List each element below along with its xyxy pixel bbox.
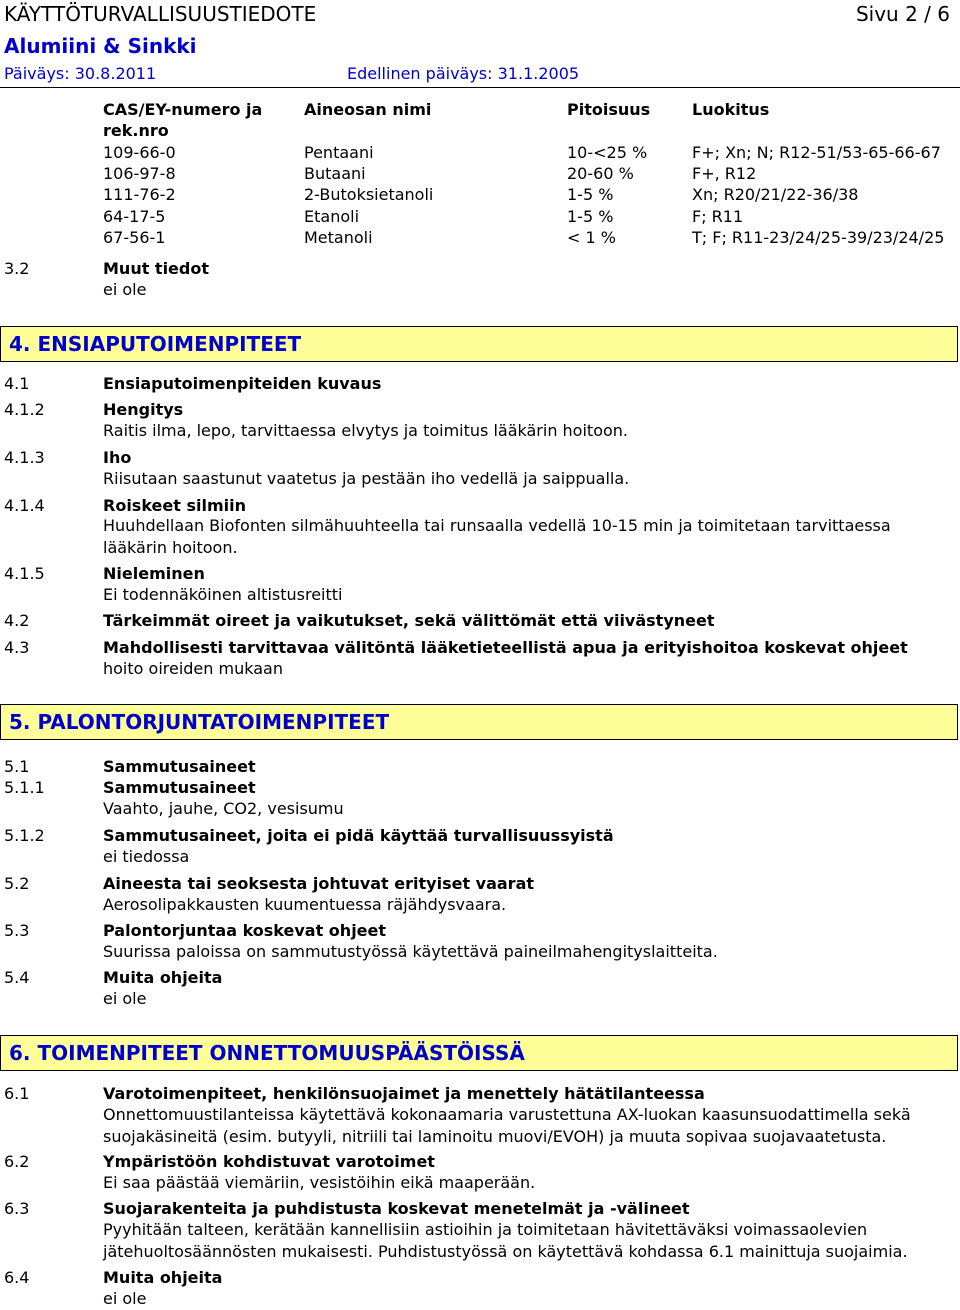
col-header-classification: Luokitus (692, 100, 770, 119)
clause-number: 4.1 (4, 374, 30, 393)
classification: Xn; R20/21/22-36/38 (692, 185, 859, 204)
product-name: Alumiini & Sinkki (4, 34, 197, 58)
concentration: 10-<25 % (567, 143, 648, 162)
document-title: KÄYTTÖTURVALLISUUSTIEDOTE (4, 2, 317, 26)
clause-number: 3.2 (4, 259, 30, 278)
clause-text: Pyyhitään talteen, kerätään kannellisiin astioihin ja toimitetaan hävitettäväksi voimassaolevien jätehuoltosäännösten mukaisesti. Puhdistustyössä on käytettävä kohdassa 6.1 mainittuja suojaimia. (103, 1220, 908, 1261)
clause-heading: Sammutusaineet (103, 757, 256, 776)
cas-number: 106-97-8 (103, 164, 176, 183)
previous-date: Edellinen päiväys: 31.1.2005 (347, 64, 580, 83)
page-number: Sivu 2 / 6 (855, 2, 950, 26)
clause-text: ei ole (103, 989, 147, 1008)
clause-heading: Ympäristöön kohdistuvat varotoimet (103, 1152, 435, 1171)
concentration: 20-60 % (567, 164, 634, 183)
ingredient-name: Etanoli (304, 207, 360, 226)
section-4-header (0, 326, 958, 362)
clause-heading: Sammutusaineet, joita ei pidä käyttää turvallisuussyistä (103, 826, 614, 845)
clause-number: 4.1.3 (4, 448, 45, 467)
clause-text: Suurissa paloissa on sammutustyössä käytettävä paineilmahengityslaitteita. (103, 942, 718, 961)
clause-number: 4.1.4 (4, 496, 45, 515)
classification: F+, R12 (692, 164, 757, 183)
clause-text: Ei saa päästää viemäriin, vesistöihin eikä maaperään. (103, 1173, 536, 1192)
clause-heading: Varotoimenpiteet, henkilönsuojaimet ja menettely hätätilanteessa (103, 1084, 705, 1103)
section-6-header (0, 1035, 958, 1071)
table-header-row (0, 100, 960, 120)
col-header-cas: CAS/EY-numero ja (103, 100, 263, 119)
clause-number: 6.1 (4, 1084, 30, 1103)
col-header-cas-cont: rek.nro (103, 121, 169, 140)
clause-text: Ei todennäköinen altistusreitti (103, 585, 343, 604)
clause-number: 6.3 (4, 1199, 30, 1218)
cas-number: 64-17-5 (103, 207, 166, 226)
clause-heading: Mahdollisesti tarvittavaa välitöntä lääketieteellistä apua ja erityishoitoa koskevat ohjeet (103, 638, 908, 657)
clause-number: 5.3 (4, 921, 30, 940)
clause-heading: Ensiaputoimenpiteiden kuvaus (103, 374, 382, 393)
classification: F; R11 (692, 207, 744, 226)
ingredient-name: 2-Butoksietanoli (304, 185, 434, 204)
clause-heading: Muita ohjeita (103, 968, 223, 987)
ingredient-name: Butaani (304, 164, 366, 183)
clause-heading: Muita ohjeita (103, 1268, 223, 1287)
clause-heading: Aineesta tai seoksesta johtuvat erityiset vaarat (103, 874, 535, 893)
section-title: 5. PALONTORJUNTATOIMENPITEET (9, 710, 390, 734)
concentration: 1-5 % (567, 185, 614, 204)
clause-number: 6.4 (4, 1268, 30, 1287)
clause-number: 5.1.2 (4, 826, 45, 845)
clause-number: 6.2 (4, 1152, 30, 1171)
clause-heading: Iho (103, 448, 132, 467)
ingredient-name: Metanoli (304, 228, 373, 247)
clause-heading: Roiskeet silmiin (103, 496, 246, 515)
clause-text: Riisutaan saastunut vaatetus ja pestään iho vedellä ja saippualla. (103, 469, 630, 488)
clause-heading: Muut tiedot (103, 259, 209, 278)
clause-heading: Hengitys (103, 400, 184, 419)
clause-text: ei tiedossa (103, 847, 190, 866)
table-row (0, 143, 960, 163)
clause-text: ei ole (103, 1289, 147, 1308)
section-title: 6. TOIMENPITEET ONNETTOMUUSPÄÄSTÖISSÄ (9, 1041, 525, 1065)
section-5-header (0, 704, 958, 740)
header-divider (0, 87, 960, 88)
cas-number: 111-76-2 (103, 185, 176, 204)
col-header-name: Aineosan nimi (304, 100, 432, 119)
section-title: 4. ENSIAPUTOIMENPITEET (9, 332, 302, 356)
table-row (0, 185, 960, 205)
clause-number: 4.1.2 (4, 400, 45, 419)
clause-heading: Nieleminen (103, 564, 205, 583)
issue-date: Päiväys: 30.8.2011 (4, 64, 157, 83)
clause-text: Onnettomuustilanteissa käytettävä kokonaamaria varustettuna AX-luokan kaasunsuodattimella sekä suojakäsineitä (esim. butyyli, nitriili tai laminoitu muovi/EVOH) ja muuta sopivaa suojavaatetusta. (103, 1105, 911, 1146)
classification: F+; Xn; N; R12-51/53-65-66-67 (692, 143, 941, 162)
table-row (0, 164, 960, 184)
cas-number: 109-66-0 (103, 143, 176, 162)
col-header-concentration: Pitoisuus (567, 100, 651, 119)
ingredient-name: Pentaani (304, 143, 374, 162)
clause-number: 4.3 (4, 638, 30, 657)
clause-number: 5.4 (4, 968, 30, 987)
clause-number: 5.1 (4, 757, 30, 776)
clause-number: 4.2 (4, 611, 30, 630)
clause-text: Aerosolipakkausten kuumentuessa räjähdysvaara. (103, 895, 507, 914)
clause-heading: Sammutusaineet (103, 778, 256, 797)
concentration: < 1 % (567, 228, 616, 247)
clause-number: 4.1.5 (4, 564, 45, 583)
clause-heading: Tärkeimmät oireet ja vaikutukset, sekä välittömät että viivästyneet (103, 611, 715, 630)
clause-text: Vaahto, jauhe, CO2, vesisumu (103, 799, 344, 818)
clause-text: Raitis ilma, lepo, tarvittaessa elvytys ja toimitus lääkärin hoitoon. (103, 421, 628, 440)
clause-number: 5.1.1 (4, 778, 45, 797)
table-header-row-2 (0, 121, 960, 141)
clause-text: hoito oireiden mukaan (103, 659, 283, 678)
clause-text: Huuhdellaan Biofonten silmähuuhteella tai runsaalla vedellä 10-15 min ja toimitetaan tarvittaessa lääkärin hoitoon. (103, 516, 891, 557)
concentration: 1-5 % (567, 207, 614, 226)
table-row (0, 228, 960, 248)
clause-heading: Suojarakenteita ja puhdistusta koskevat menetelmät ja -välineet (103, 1199, 690, 1218)
cas-number: 67-56-1 (103, 228, 166, 247)
table-row (0, 207, 960, 227)
clause-number: 5.2 (4, 874, 30, 893)
clause-heading: Palontorjuntaa koskevat ohjeet (103, 921, 387, 940)
classification: T; F; R11-23/24/25-39/23/24/25 (692, 228, 945, 247)
clause-text: ei ole (103, 280, 147, 299)
